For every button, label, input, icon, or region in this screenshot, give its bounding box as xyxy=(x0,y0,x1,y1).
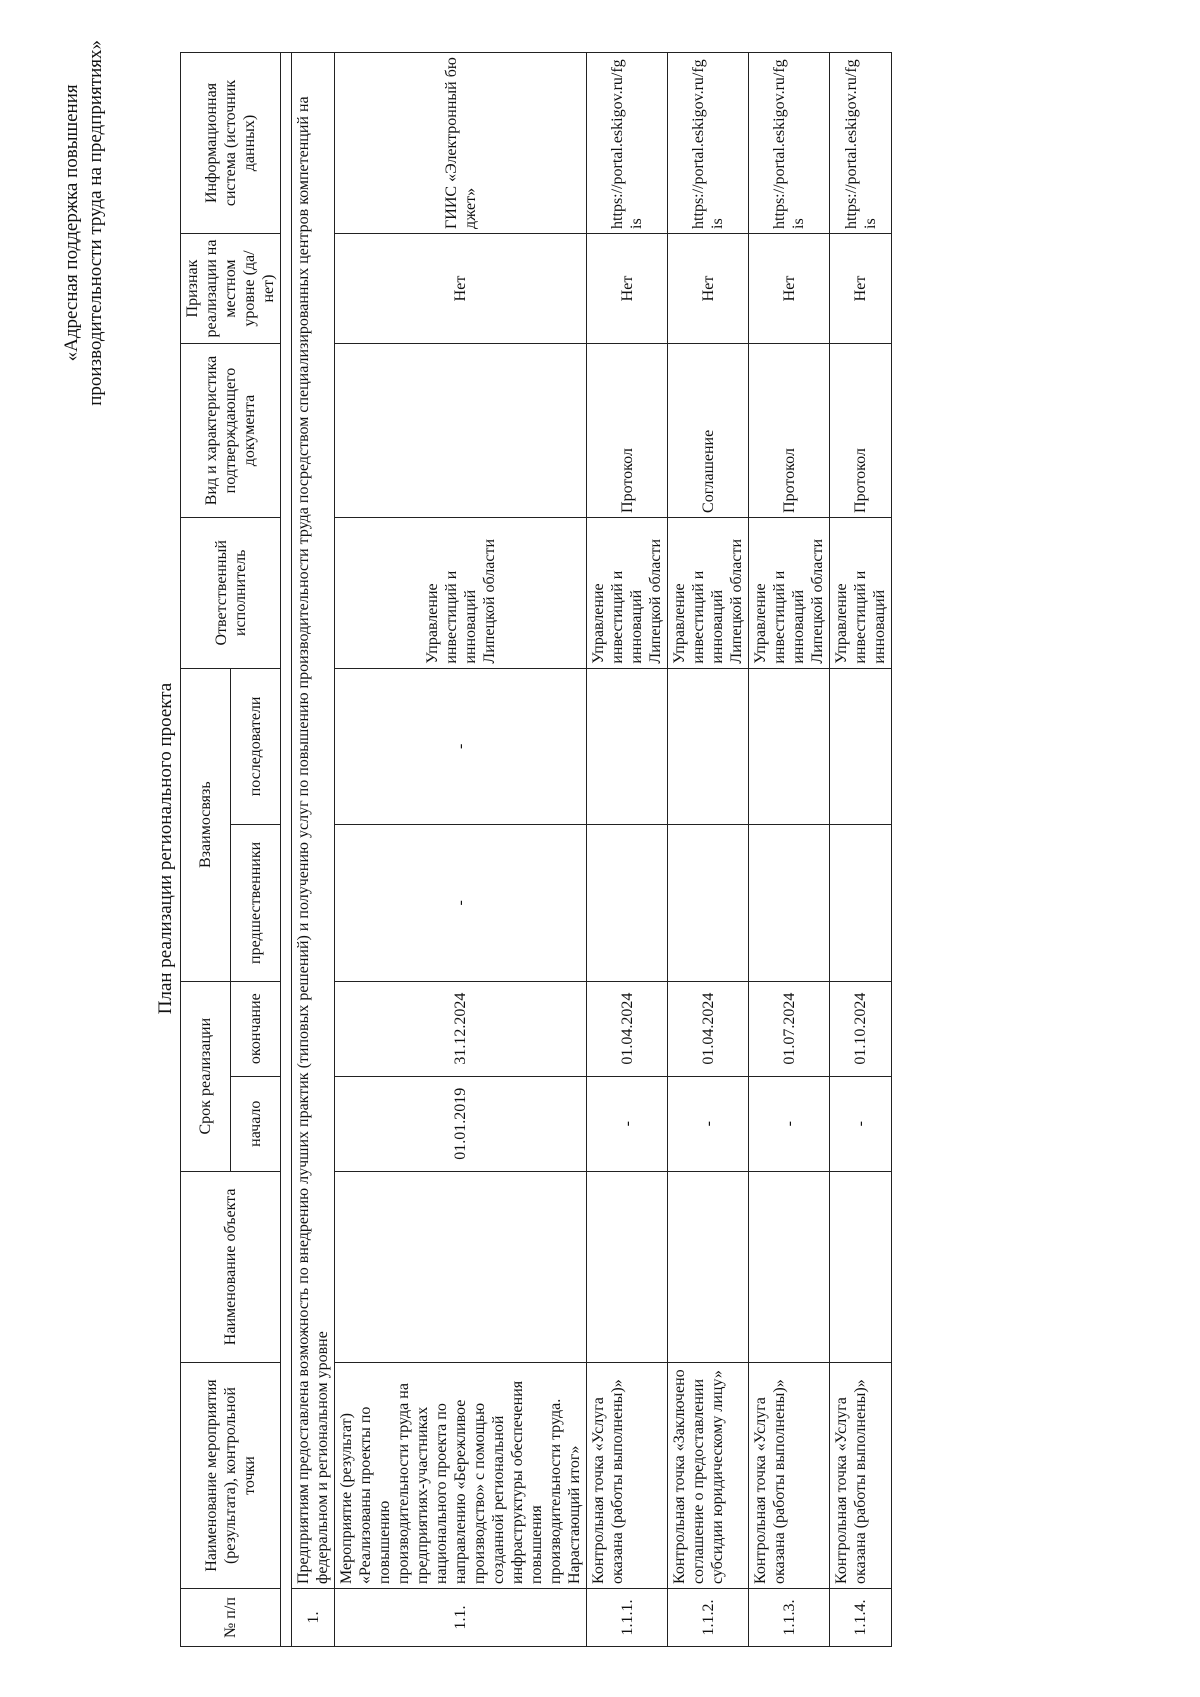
plan-table xyxy=(180,52,892,1647)
row-predecessors xyxy=(587,825,668,981)
row-number: 1.1.4. xyxy=(830,1589,892,1647)
col-info-header: Информационная система (источник данных) xyxy=(181,53,281,234)
row-end: 01.04.2024 xyxy=(587,981,668,1076)
row-object xyxy=(587,1171,668,1362)
row-name: Контрольная точка «Заключено соглашение о предоставлении субсидии юридическому лицу» xyxy=(668,1363,749,1589)
row-number: 1.1. xyxy=(335,1589,587,1647)
row-name: Контрольная точка «Услуга оказана (работы выполнены)» xyxy=(749,1363,830,1589)
header-line-2: производительности труда на предприятиях» xyxy=(85,40,106,406)
row-successors xyxy=(749,668,830,825)
row-end: 01.10.2024 xyxy=(830,981,892,1076)
row-object xyxy=(749,1171,830,1362)
row-responsible: Управление инвестиций и инноваций Липецкой области xyxy=(587,517,668,668)
col-resp-header: Ответственный исполнитель xyxy=(181,517,281,668)
row-predecessors: - xyxy=(335,825,587,981)
row-start: - xyxy=(587,1076,668,1171)
row-predecessors xyxy=(749,825,830,981)
col-num-header: № п/п xyxy=(181,1589,281,1647)
row-number: 1.1.3. xyxy=(749,1589,830,1647)
row-start: - xyxy=(830,1076,892,1171)
row-document: Протокол xyxy=(830,344,892,518)
row-end: 01.07.2024 xyxy=(749,981,830,1076)
row-responsible: Управление инвестиций и инноваций Липецкой области xyxy=(335,517,587,668)
row-name: Контрольная точка «Услуга оказана (работы выполнены)» xyxy=(587,1363,668,1589)
table-row xyxy=(335,53,587,1647)
row-local-level: Нет xyxy=(587,233,668,343)
row-start: 01.01.2019 xyxy=(335,1076,587,1171)
header-row-1 xyxy=(181,53,231,1647)
row-info-system: https://portal.eskigov.ru/fgis xyxy=(830,53,892,234)
row-local-level: Нет xyxy=(335,233,587,343)
header-line-1: «Адресная поддержка повышения xyxy=(61,84,82,362)
row-object xyxy=(668,1171,749,1362)
row-document: Протокол xyxy=(749,344,830,518)
row-document xyxy=(335,344,587,518)
document-header-note xyxy=(60,40,108,406)
col-term-header: Срок реализации xyxy=(181,981,231,1171)
row-local-level: Нет xyxy=(749,233,830,343)
section-number: 1. xyxy=(292,1589,335,1647)
table-row xyxy=(830,53,892,1647)
row-number: 1.1.1. xyxy=(587,1589,668,1647)
section-text: Предприятиям предоставлена возможность по внедрению лучших практик (типовых решений) и получению услуг по повышению производительности труда посредством специализированных центров компетенций на федеральном и региональном уровне xyxy=(292,53,335,1589)
col-end-header: окончание xyxy=(231,981,281,1076)
table-row xyxy=(587,53,668,1647)
row-local-level: Нет xyxy=(830,233,892,343)
row-info-system: https://portal.eskigov.ru/fgis xyxy=(587,53,668,234)
row-responsible: Управление инвестиций и инноваций Липецкой области xyxy=(749,517,830,668)
row-end: 01.04.2024 xyxy=(668,981,749,1076)
row-start: - xyxy=(668,1076,749,1171)
row-object xyxy=(830,1171,892,1362)
row-name: Контрольная точка «Услуга оказана (работы выполнены)» xyxy=(830,1363,892,1589)
row-successors: - xyxy=(335,668,587,825)
row-predecessors xyxy=(830,825,892,981)
col-succ-header: последователи xyxy=(231,668,281,825)
row-name: Мероприятие (результат) «Реализованы проекты по повышению производительности труда на предприятиях-участниках национального проекта по направлению «Бережливое производство» с помощью созданной региональной инфраструктуры обеспечения повышения производительности труда. Нарастающий итог» xyxy=(335,1363,587,1589)
row-local-level: Нет xyxy=(668,233,749,343)
spacer-row xyxy=(281,53,292,1647)
col-object-header: Наименование объекта xyxy=(181,1171,281,1362)
col-doc-header: Вид и характеристика подтверждающего документа xyxy=(181,344,281,518)
section-row xyxy=(292,53,335,1647)
row-responsible: Управление инвестиций и инноваций xyxy=(830,517,892,668)
row-document: Соглашение xyxy=(668,344,749,518)
row-successors xyxy=(587,668,668,825)
col-local-header: Признак реализации на местном уровне (да/нет) xyxy=(181,233,281,343)
row-object xyxy=(335,1171,587,1362)
row-info-system: https://portal.eskigov.ru/fgis xyxy=(749,53,830,234)
col-start-header: начало xyxy=(231,1076,281,1171)
row-successors xyxy=(830,668,892,825)
row-info-system: https://portal.eskigov.ru/fgis xyxy=(668,53,749,234)
row-predecessors xyxy=(668,825,749,981)
col-name-header: Наименование мероприятия (результата), контрольной точки xyxy=(181,1363,281,1589)
row-responsible: Управление инвестиций и инноваций Липецкой области xyxy=(668,517,749,668)
row-start: - xyxy=(749,1076,830,1171)
table-row xyxy=(749,53,830,1647)
row-end: 31.12.2024 xyxy=(335,981,587,1076)
row-number: 1.1.2. xyxy=(668,1589,749,1647)
row-info-system: ГИИС «Электронный бюджет» xyxy=(335,53,587,234)
col-pred-header: предшественники xyxy=(231,825,281,981)
row-successors xyxy=(668,668,749,825)
col-link-header: Взаимосвязь xyxy=(181,668,231,981)
table-row xyxy=(668,53,749,1647)
row-document: Протокол xyxy=(587,344,668,518)
plan-title: План реализации регионального проекта xyxy=(155,682,176,1015)
